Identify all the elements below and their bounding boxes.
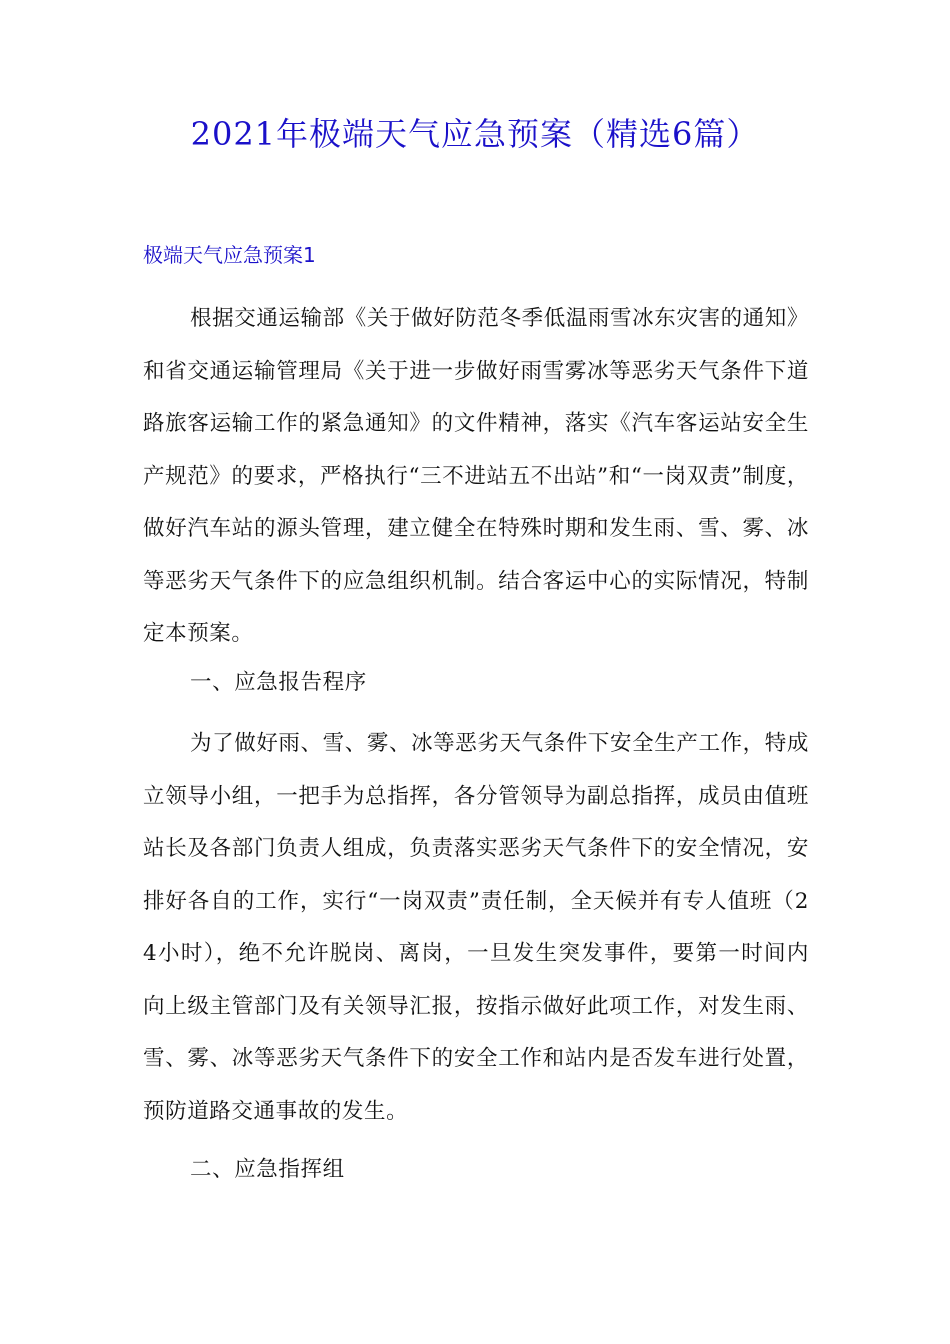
document-title: 2021年极端天气应急预案（精选6篇） bbox=[190, 115, 760, 153]
body-paragraph-1: 根据交通运输部《关于做好防范冬季低温雨雪冰东灾害的通知》和省交通运输管理局《关于进一步做好雨雪雾冰等恶劣天气条件下道路旅客运输工作的紧急通知》的文件精神，落实《汽车客运站安全生产规范》的要求，严格执行“三不进站五不出站”和“一岗双责”制度，做好汽车站的源头管理，建立健全在特殊时期和发生雨、雪、雾、冰等恶劣天气条件下的应急组织机制。结合客运中心的实际情况，特制定本预案。 bbox=[143, 306, 809, 646]
item-heading-2: 二、应急指挥组 bbox=[190, 1157, 345, 1182]
body-paragraph-2: 为了做好雨、雪、雾、冰等恶劣天气条件下安全生产工作，特成立领导小组，一把手为总指挥，各分管领导为副总指挥，成员由值班站长及各部门负责人组成，负责落实恶劣天气条件下的安全情况，安排好各自的工作，实行“一岗双责”责任制，全天候并有专人值班（24小时），绝不允许脱岗、离岗，一旦发生突发事件，要第一时间内向上级主管部门及有关领导汇报，按指示做好此项工作，对发生雨、雪、雾、冰等恶劣天气条件下的安全工作和站内是否发车进行处置，预防道路交通事故的发生。 bbox=[143, 731, 809, 1124]
item-heading-1: 一、应急报告程序 bbox=[190, 670, 367, 695]
section-heading: 极端天气应急预案1 bbox=[143, 243, 316, 267]
